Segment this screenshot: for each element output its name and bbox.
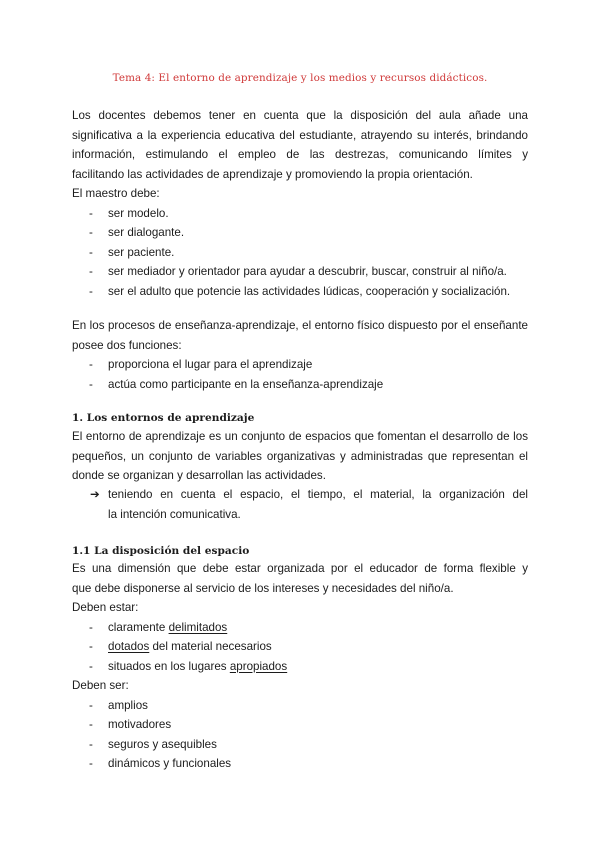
estar-label: Deben estar:	[72, 601, 139, 614]
dash-bullet: -	[89, 226, 93, 239]
paragraph-line: pequeños, un conjunto de variables organizativas y administradas que representan el	[72, 449, 528, 463]
section1-paragraph	[72, 427, 528, 486]
list-item: - seguros y asequibles	[72, 735, 528, 755]
dash-bullet: -	[89, 620, 93, 634]
dash-bullet: -	[89, 245, 93, 259]
paragraph-line: información, estimulando el empleo de las destrezas, comunicando límites y	[72, 148, 528, 161]
list-item: - ser dialogante.	[72, 223, 528, 243]
document-title: Tema 4: El entorno de aprendizaje y los medios y recursos didácticos.	[112, 72, 488, 84]
list-item: - dotados del material necesarios	[72, 637, 528, 657]
maestro-list	[72, 204, 528, 302]
intro-paragraph	[72, 106, 528, 301]
dash-bullet: -	[89, 737, 93, 751]
paragraph-line: El entorno de aprendizaje es un conjunto de espacios que fomentan el desarrollo de los	[72, 430, 528, 443]
underlined-term: dotados	[108, 640, 150, 653]
arrow-right-icon: ➔	[90, 488, 100, 501]
list-item: - amplios	[72, 696, 528, 716]
section-heading: 1. Los entornos de aprendizaje	[72, 412, 255, 424]
paragraph-line: teniendo en cuenta el espacio, el tiempo, el material, la organización del	[108, 488, 528, 501]
paragraph-line: la intención comunicativa.	[108, 507, 241, 521]
list-item: - ser el adulto que potencie las actividades lúdicas, cooperación y socialización.	[72, 282, 528, 302]
dash-bullet: -	[89, 206, 93, 220]
list-item: - situados en los lugares apropiados	[72, 657, 528, 677]
list-item: - ser modelo.	[72, 204, 528, 224]
list-item: - motivadores	[72, 715, 528, 735]
paragraph-line: facilitando las actividades de aprendizaje y promoviendo la propia orientación.	[72, 167, 473, 181]
dash-bullet: -	[89, 757, 93, 770]
paragraph-line: que debe disponerse al servicio de los intereses y necesidades del niño/a.	[72, 581, 454, 595]
paragraph-line: Los docentes debemos tener en cuenta que la disposición del aula añade una	[72, 109, 528, 122]
subsection-heading: 1.1 La disposición del espacio	[72, 545, 250, 557]
underlined-term: apropiados	[229, 659, 288, 673]
paragraph-line: posee dos funciones:	[72, 338, 182, 352]
list-item: - proporciona el lugar para el aprendizaje	[72, 355, 528, 375]
list-item: - actúa como participante en la enseñanza-aprendizaje	[72, 375, 528, 395]
list-item: - dinámicos y funcionales	[72, 754, 528, 774]
dash-bullet: -	[89, 358, 93, 371]
dash-bullet: -	[89, 698, 93, 712]
ser-label: Deben ser:	[72, 679, 129, 692]
section11-paragraph	[72, 559, 528, 774]
dash-bullet: -	[89, 377, 93, 391]
list-item: - ser paciente.	[72, 243, 528, 263]
paragraph-line: Es una dimensión que debe estar organizada por el educador de forma flexible y	[72, 562, 528, 575]
dash-bullet: -	[89, 659, 93, 673]
underlined-term: delimitados	[168, 620, 228, 634]
dash-bullet: -	[89, 640, 93, 653]
list-item: - ser mediador y orientador para ayudar a descubrir, buscar, construir al niño/a.	[72, 262, 528, 282]
paragraph-line: En los procesos de enseñanza-aprendizaje, el entorno físico dispuesto por el enseñante	[72, 319, 528, 332]
paragraph-line: donde se organizan y desarrollan las actividades.	[72, 469, 326, 482]
list-item: - claramente delimitados	[72, 618, 528, 638]
dash-bullet: -	[89, 284, 93, 298]
funciones-paragraph	[72, 316, 528, 394]
dash-bullet: -	[89, 265, 93, 278]
maestro-label: El maestro debe:	[72, 187, 160, 200]
dash-bullet: -	[89, 718, 93, 731]
paragraph-line: significativa a la experiencia educativa del estudiante, atrayendo su interés, brindando	[72, 128, 528, 142]
